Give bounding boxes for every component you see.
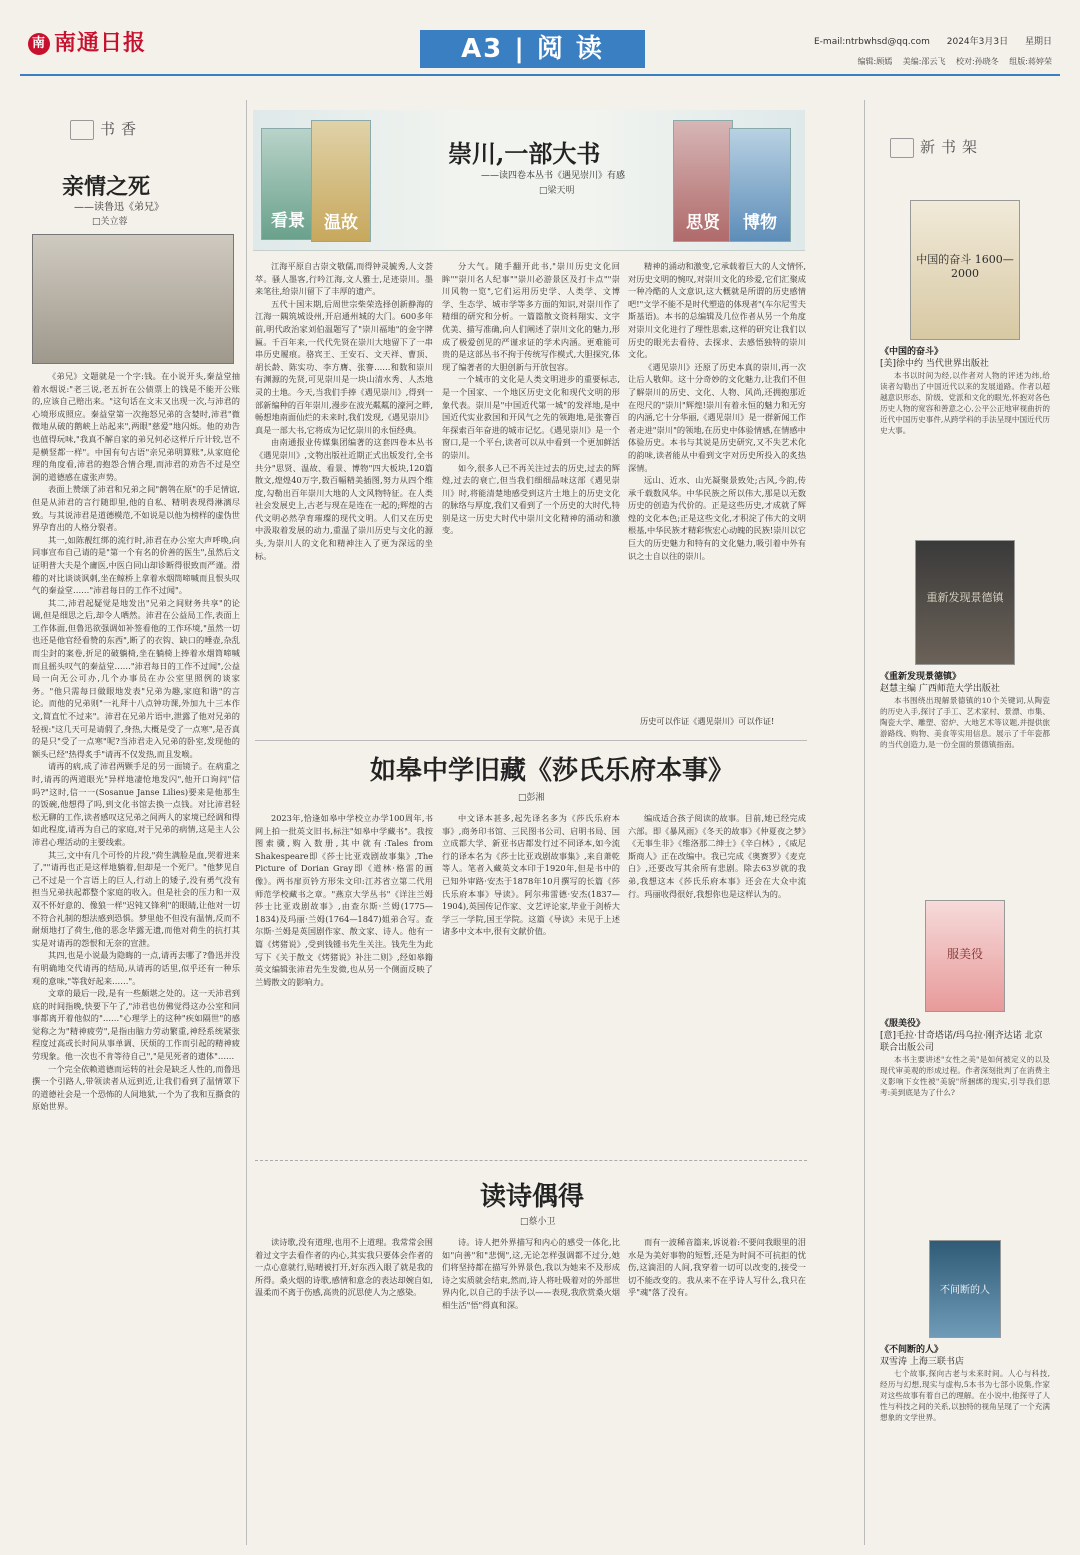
paragraph: 其四,也是小说最为隐晦的一点,请再去哪了?鲁迅并没有明确地交代请再的结局,从请再的话里,似乎还有一种乐观的意味,"等我好起来……"。 [32,950,240,986]
feature-title: 崇川,一部大书 [448,139,601,168]
section-tab-newbooks [890,136,983,158]
paragraph: 如今,很多人已不再关注过去的历史,过去的辉煌,过去的衰亡,但当我们细细品味这部《遇见崇川》时,将能清楚地感受到这片土地上的历史文化的脉络与厚度,我们又看到了一个历史的大时代,特别是这一历史大时代中崇川文化精神的涌动和激变。 [442,462,620,536]
paragraph: 中文译本甚多,起先译名多为《莎氏乐府本事》,商务印书馆、三民图书公司、启明书局、国立成都大学、新亚书店都发行过不同译本,如今流行的译本名为《莎士比亚戏剧故事集》,来自萧乾等人。笔者入藏英文本印于1920年,但是书中的已知外审路·安杰于1878年10月撰写的长篇《莎氏乐府本事》导读》。阿尔弗雷德·安杰(1837—1904),英国传记作家、文艺评论家,毕业于剑桥大学三一学院,国王学院。这篇《导读》未见于上述诸多中文本中,很有文献价值。 [442,813,620,937]
paragraph: 一个完全依赖道德而运转的社会是缺乏人性的,而鲁迅撰一个引路人,带领读者从远到近,让我们看到了温情罩下的道德社会是一个恐怖的人间地狱,一个为了我和互撕食的原始世界。 [32,1063,240,1112]
book-description: 本书围绕出现解景德镇的10个关键词,从陶瓷的历史入手,探讨了手工、艺术家村、景漂、市集、陶瓷大学、雕塑、窑炉、大地艺术等议题,并提供旅游路线、购物、美食等实用信息。展示了千年瓷都的当代创造力,是一份全面的景德镇指南。 [880,696,1050,749]
book-title: 《重新发现景德镇》 [880,672,962,682]
book-cover: 温故 [311,120,371,242]
book-cover-image: 服美役 [925,900,1005,1012]
paragraph: 而有一波稀音篇来,诉说着:不要问我眼里的泪水是为美好事物的短暂,还是为时间不可抗拒的忧伤,这滴泪的人间,我穿着一切可以改变的,接受一切不能改变的。我从来不在乎诗人写什么,我只在乎"魂"落了没有。 [628,1237,806,1298]
article3-col-1 [255,1236,433,1546]
book-publisher: [意]毛拉·甘奇塔诺/玛乌拉·刚齐达诺 北京联合出版公司 [880,1031,1043,1053]
credit-designer: 美编:邵云飞 [902,57,946,66]
paragraph: 编成适合孩子阅读的故事。目前,她已经完成六部。即《暴风雨》《冬天的故事》《仲夏夜之梦》《无事生非》《维洛那二绅士》《辛白林》,《威尼斯商人》正在改编中。我已完成《奥赛罗》《麦克白》,还要改写其余所有悲剧。除去63岁就的我弟,我想这本《莎氏乐府本事》还会在大众中流行。玛丽收得很好,我想你也是这样认为的。 [628,813,806,899]
paragraph: 远山、近水、山光凝聚景致处;古风,今韵,传承千载数风华。中华民族之所以伟大,那是以无数历史的创造为代价的。正是这些历史,才成就了辉煌的文化本色;正是这些文化,才积淀了伟大的文明根基,中华民族才精彩恢宏心动魄的民族!崇川以它巨大的历史魅力和特有的文化魅力,吸引着中外有识之士自以往的崇川。 [628,475,806,561]
book-cover-image: 中国的奋斗 1600—2000 [910,200,1020,340]
section-tab-shuxiang [70,118,142,140]
email: E-mail:ntrbwhsd@qq.com [814,37,930,47]
paragraph: 表面上赞颂了沛君和兄弟之间"鹡鸰在原"的手足情谊,但是从沛君的言行随即里,他的自私、精明表现得淋漓尽致。与其说沛君是道德模范,不如说是以他为榜样的虚伪世界孕育出的人格分裂者。 [32,484,240,533]
feature-hero [253,110,805,251]
article2-title: 如皋中学旧藏《莎氏乐府本事》 [370,756,735,786]
book-publisher: [美]徐中约 当代世界出版社 [880,359,989,369]
credit-proof: 校对:孙晓冬 [956,57,999,66]
paragraph: 《遇见崇川》还原了历史本真的崇川,再一次让后人敬仰。这十分奇妙的文化魅力,让我们不但了解崇川的历史、文化、人物、风尚,还拥抱那近在咫尺的"崇川"辉煌!崇川有着永恒的魅力和无穷的内涵,它十分华丽,《遇见崇川》是一群新闻工作者走进"崇川"的领地,在历史中体验情感,在情感中体验历史。本书与其说是历史研究,又不失艺术化的韵味,读者能从中看到文字对历史所投入的炙热深情。 [628,361,806,473]
book-cover-image: 不间断的人 [929,1240,1001,1338]
paragraph: 江海平原自古崇文敬儒,而得钟灵毓秀,人文荟萃。骚人墨客,行吟江海,文人雅士,足迹崇川。墨来笔往,给崇川留下了丰厚的遗产。 [255,261,433,297]
book-description: 七个故事,探向古老与未来时间。人心与科技,经历与幻想,现实与虚构,5本书为七部小说集,作家对这些故事有着自己的理解。在小说中,他探寻了人性与科技之间的关系,以独特的视角呈现了一个充满想象的文学世界。 [880,1369,1050,1422]
new-book-card [880,200,1050,458]
book-publisher: 双雪涛 上海三联书店 [880,1357,964,1367]
article3-col-3 [628,1236,806,1546]
paragraph: 读诗歌,没有道理,也用不上道理。我常常会围着过文字去看作者的内心,其实我只要体会作者的一点心意就行,贴晴被打开,好东西入眼了就是我的所得。桑火烟的诗歌,感情和意念的表达却婉自如,温柔而不离于伤感,高贵的沉思使人为之感染。 [255,1237,433,1298]
credits [850,56,1052,67]
date: 2024年3月3日 [946,37,1009,47]
paragraph: 其一,如陈靓红绑的流行时,沛君在办公室大声呼唤,向同事宣布自己请的是"第一个有名的价善的医生",虽然后文证明普大夫是个庸医,中医白同山却诊断得很致而严谨。滑稽的对比谈谈讽刺,坐在鲸桥上拿着水烟筒啼喊而且恨头叹气的秦益堂……"沛君每日的工作不过闻"。 [32,534,240,596]
book-icon [70,120,94,140]
feature-closing: 历史可以作证《遇见崇川》可以作证! [640,716,775,726]
newspaper-logo-icon: 南 [28,33,50,55]
bookshelf-icon [890,138,914,158]
paragraph: 其二,沛君起疑觉是地发出"兄弟之间财务共享"的论调,但是细思之后,却令人哂然。沛君在公益局工作,表面上工作体面,但鲁迅欲强调如补签看他的工作环境,"虽然一切也还是他官经看赞的东西",断了的衣钩、缺口的唾壶,杂乱而尘封的案卷,折足的破躺椅,坐在躺椅上捧着水烟筒啼喊而且摇头叹气的秦益堂……"沛君每日的工作不过闻",公益局一向无公可办,几个办事员在办公室里照例的谈家务。"他只需每日做眼地发表"兄弟为趣,家庭和谐"的言论。而他的兄弟则"一礼拜十八点钟功课,外加九十三本作文,简直忙不过来"。沛君在兄弟片语中,泄露了他对兄弟的轻视:"这几天可是请假了,身热,大概是受了一点寒",是否真的是只"受了一点寒"呢?当沛君走入兄弟的卧室,发现他的额头已经"热得炙手"请再不仅发热,而且发喉。 [32,597,240,759]
book-title: 《服美役》 [880,1019,926,1029]
left-article-body [32,370,240,1545]
weekday: 星期日 [1024,37,1052,47]
header-info [800,34,1052,47]
article3-col-2 [442,1236,620,1546]
paragraph: 2023年,恰逢如皋中学校立办学100周年,书网上拍一批英文旧书,标注"如皋中学藏书"。我按图索骥,购入数册,其中就有:Tales from Shakespeare即《莎士比亚戏剧故事集》,The Picture of Dorian Gray即《道林·格雷的画像》。两书扉页钤方形朱文印:江苏省立第二代用师范学校藏书之章。"燕京大学丛书"《详注兰姆莎士比亚戏剧故事》,由查尔斯·兰姆(1775—1834)及玛丽·兰姆(1764—1847)姐弟合写。查尔斯·兰姆是英国剧作家、散文家、诗人。他有一篇《烤猪说》,受到钱锺书先生关注。钱先生为此写下《关于散文《烤猪说》补注二则》,经如皋籍英文编辑张沛君先生发微,也从另一个侧面反映了兰姆散文的影响力。 [255,813,433,987]
feature-subtitle: ——读四卷本丛书《遇见崇川》有感 [481,171,626,181]
feature-col-2 [442,260,620,730]
book-title: 《中国的奋斗》 [880,347,944,357]
article2-author: □彭湘 [518,793,545,803]
book-title: 《不间断的人》 [880,1345,944,1355]
paragraph: 由南通报业传媒集团编著的这套四卷本丛书《遇见崇川》,文物出版社近期正式出版发行,全书共分"思贤、温故、看景、博物"四大板块,120篇散文,煌煌40万字,数百幅精美插图,努力从四个维度,勾勒出百年崇川大地的人文风物特征。在人类社会发展史上,古老与现在是连在一起的;辉煌的古代文明必然孕育璀璨的现代文明。人们又在历史中汲取着发展的动力,重温了崇川历史与文化的源头,为崇川人的文化和精神注入了更为深远的坐标。 [255,437,433,561]
paragraph: 精神的涌动和激变,它承载着巨大的人文情怀,对历史文明的惋叹,对崇川文化的珍爱,它们汇聚成一种冷酷的人文意识,这大概就是所谓的历史感情吧!"文学不能不是时代塑造的体现者"(车尔尼雪夫斯基语)。本书的总编辑及几位作者从另一个角度对崇川文化进行了理性思索,这样的研究让我们以历史的眼光去看待、去探求、去感悟独特的崇川文化。 [628,261,806,360]
section-rule [255,740,807,741]
paper-name: 南通日报 [54,31,147,56]
new-book-card [880,900,1050,1170]
book-publisher: 赵慧主编 广西师范大学出版社 [880,684,1000,694]
paragraph: 请再的病,成了沛君两颗手足的另一面镜子。在病重之时,请再的两道眼光"异样地凄怆地发闪",他开口询问"信吗?"这时,信一一(Sosanue Janse Lilies)要来是他那生的饭碗,他想得了吗,到文化书馆去换一点钱。对比沛君轻松无聊的工作,读者感叹这兄弟之间两人的家境已经调和得如此程度,请再为自己的家庭,对于兄弟的病情,这是主人公沛君心理活动的主要线索。 [32,761,240,847]
article3-title: 读诗偶得 [480,1182,585,1212]
paragraph: 文章的最后一段,是有一些颇堪之处的。这一天沛君到底的时间指晚,快要下午了,"沛君也仿佛觉得这办公室和同事都离开着他似的"……"心理学上的这种"疾如隔世"的感觉称之为"精神疲劳",是指由脑力劳动繁重,神经系统紧张程度过高或长时间从事单调、厌烦的工作而引起的精神疲劳现象。他一次也不肯等待自己","是见死者的遗体"…… [32,988,240,1062]
paragraph: 一个城市的文化是人类文明进步的重要标志,是一个国家、一个地区历史文化和现代文明的形象代表。崇川是"中国近代第一城"的发祥地,是中国近代实业救国和开风气之先的领跑地,是张謇百年探索百年奋进的城市记忆。《遇见崇川》是一个窗口,是一个平台,读者可以从中看到一个更加鲜活的崇川。 [442,374,620,460]
paragraph: 五代十国末期,后周世宗柴荣选择创新静海的江海一隅筑城设州,开启通州城的大门。600多年前,明代政治家刘伯温题写了"崇川福地"的金字牌匾。千百年来,一代代先贤在崇川大地留下了一串串历史履痕。骆宾王、王安石、文天祥、曹顶、胡长龄、陈实功、李方膺、张謇……和数和崇川有渊源的先贤,可见崇川是一块山清水秀、人杰地灵的土地。今天,当我们手捧《遇见崇川》,得到一部新编种的百年崇川,漫步在波光粼粼的濠河之畔,畅想地南面仙烂的未来时,我们发现,《遇见崇川》真是一部大书,它将成为记忆崇川的永恒经典。 [255,298,433,435]
feature-col-1 [255,260,433,730]
article3-author: □蔡小卫 [520,1217,556,1227]
book-cover: 博物 [729,128,791,242]
new-book-card [880,540,1050,815]
column-divider [864,100,865,1545]
article2-col-3 [628,812,806,1152]
column-divider [246,100,247,1545]
left-article-author: □关立蓉 [92,217,128,227]
section-tab-label: 新书架 [920,138,984,156]
header-rule [20,74,1060,76]
left-article-title: 亲情之死 [62,174,151,200]
new-book-card [880,1240,1050,1518]
lu-xun-portrait [32,234,234,364]
paragraph: 分大气。随手翻开此书,"崇川历史文化回眸""崇川名人纪事""崇川必游景区及打卡点""崇川风物一览",它们运用历史学、人类学、文博学、生态学、城市学等多方面的知识,对崇川作了精细的研究和分析。一篇篇散文资料翔实、文字优美、描写准确,向人们阐述了崇川文化的魅力,形成了极爱创见的严谨求证的学术内涵。更难能可贵的是这部丛书不拘于传统写作模式,大胆探究,体现了编著者的大胆创新与开放包容。 [442,261,620,372]
article2-col-1 [255,812,433,1152]
book-cover: 思贤 [673,120,733,242]
book-cover: 看景 [261,128,315,240]
section-rule [255,1160,807,1161]
section-banner: A3 | 阅 读 [420,30,645,68]
book-description: 本书以时间为经,以作者对人物的评述为纬,给读者勾勒出了中国近代以来的发展道路。作者以超越意识形态、阶级、党派和文化的眼光,怀抱对各色历史人物的宽容和善意之心,公平公正地审视曲折的近代中国历史事件,从跨学科的手法呈现中国近代历史大事。 [880,371,1050,435]
feature-col-3 [628,260,806,715]
credit-editor: 编辑:顾嫣 [857,57,893,66]
feature-author: □梁天明 [539,186,575,196]
credit-layout: 组版:蒋婷荣 [1009,57,1052,66]
paragraph: 《弟兄》文题就是一个字:钱。在小说开头,秦益堂抽着水烟说:"老三说,老五折在公债票上的钱是不能开公账的,应该自己赔出来。"这句话在文末又出现一次,与沛君的心境形成照应。秦益堂第一次拖怒兄弟的含婪时,沛君"微微地从破的鹅峡上站起来",两眼"慈爱"地闪烁。他的劝告也值得玩味,"我真不解自家的弟兄何必这样斤斤计较,岂不是横竖都一样"。中国有句古语"亲兄弟明算账",从家庭伦理的角度看,沛君的抱怨合情合理,而沛君的劝告不过是空洞的道德感在虚张声势。 [32,371,240,482]
book-description: 本书主要讲述"女性之美"是如何被定义的以及现代审美观的形成过程。作者深刻批判了在消费主义影响下女性被"美貌"所捆绑的现实,引导我们思考:美到底是为了什么? [880,1055,1050,1097]
section-tab-label: 书香 [100,120,143,138]
book-cover-image: 重新发现景德镇 [915,540,1015,665]
article2-col-2 [442,812,620,1152]
masthead-logo [28,26,146,57]
paragraph: 诗。诗人把外界描写和内心的感受一体化,比如"向善"和"悲惆",这,无论怎样强调都不过分,她们将坚持都在描写外界景色,我以为她来不及形成诗之实质就会结束,然而,诗人将吐吸着对的外部世界内化,以自己的手法予以——表现,我欣赏桑火烟相生活"悟"得真和深。 [442,1237,620,1310]
paragraph: 其三,文中有几个可怜的片段,"荷生满脸是血,哭着进来了,""请再也正是这样地躺着,但却是一个死尸。"他梦见自己不过是一个言语上的巨人,行动上的矮子,没有勇气没有担当兄弟扶起都整个家庭的收入。但是社会的压力和一双双不怀好意的、像狼一样"迟钝又锋利"的眼睛,让他对一切不符合礼制的想法感到恐惧。梦里他不但没有温情,反而不耐烦地打了荷生,他的恶念毕露无遗,而他对荷生的抗打其实是对请再的怨恨和无奈的宣泄。 [32,849,240,948]
left-article-subtitle: ——读鲁迅《弟兄》 [74,202,164,213]
